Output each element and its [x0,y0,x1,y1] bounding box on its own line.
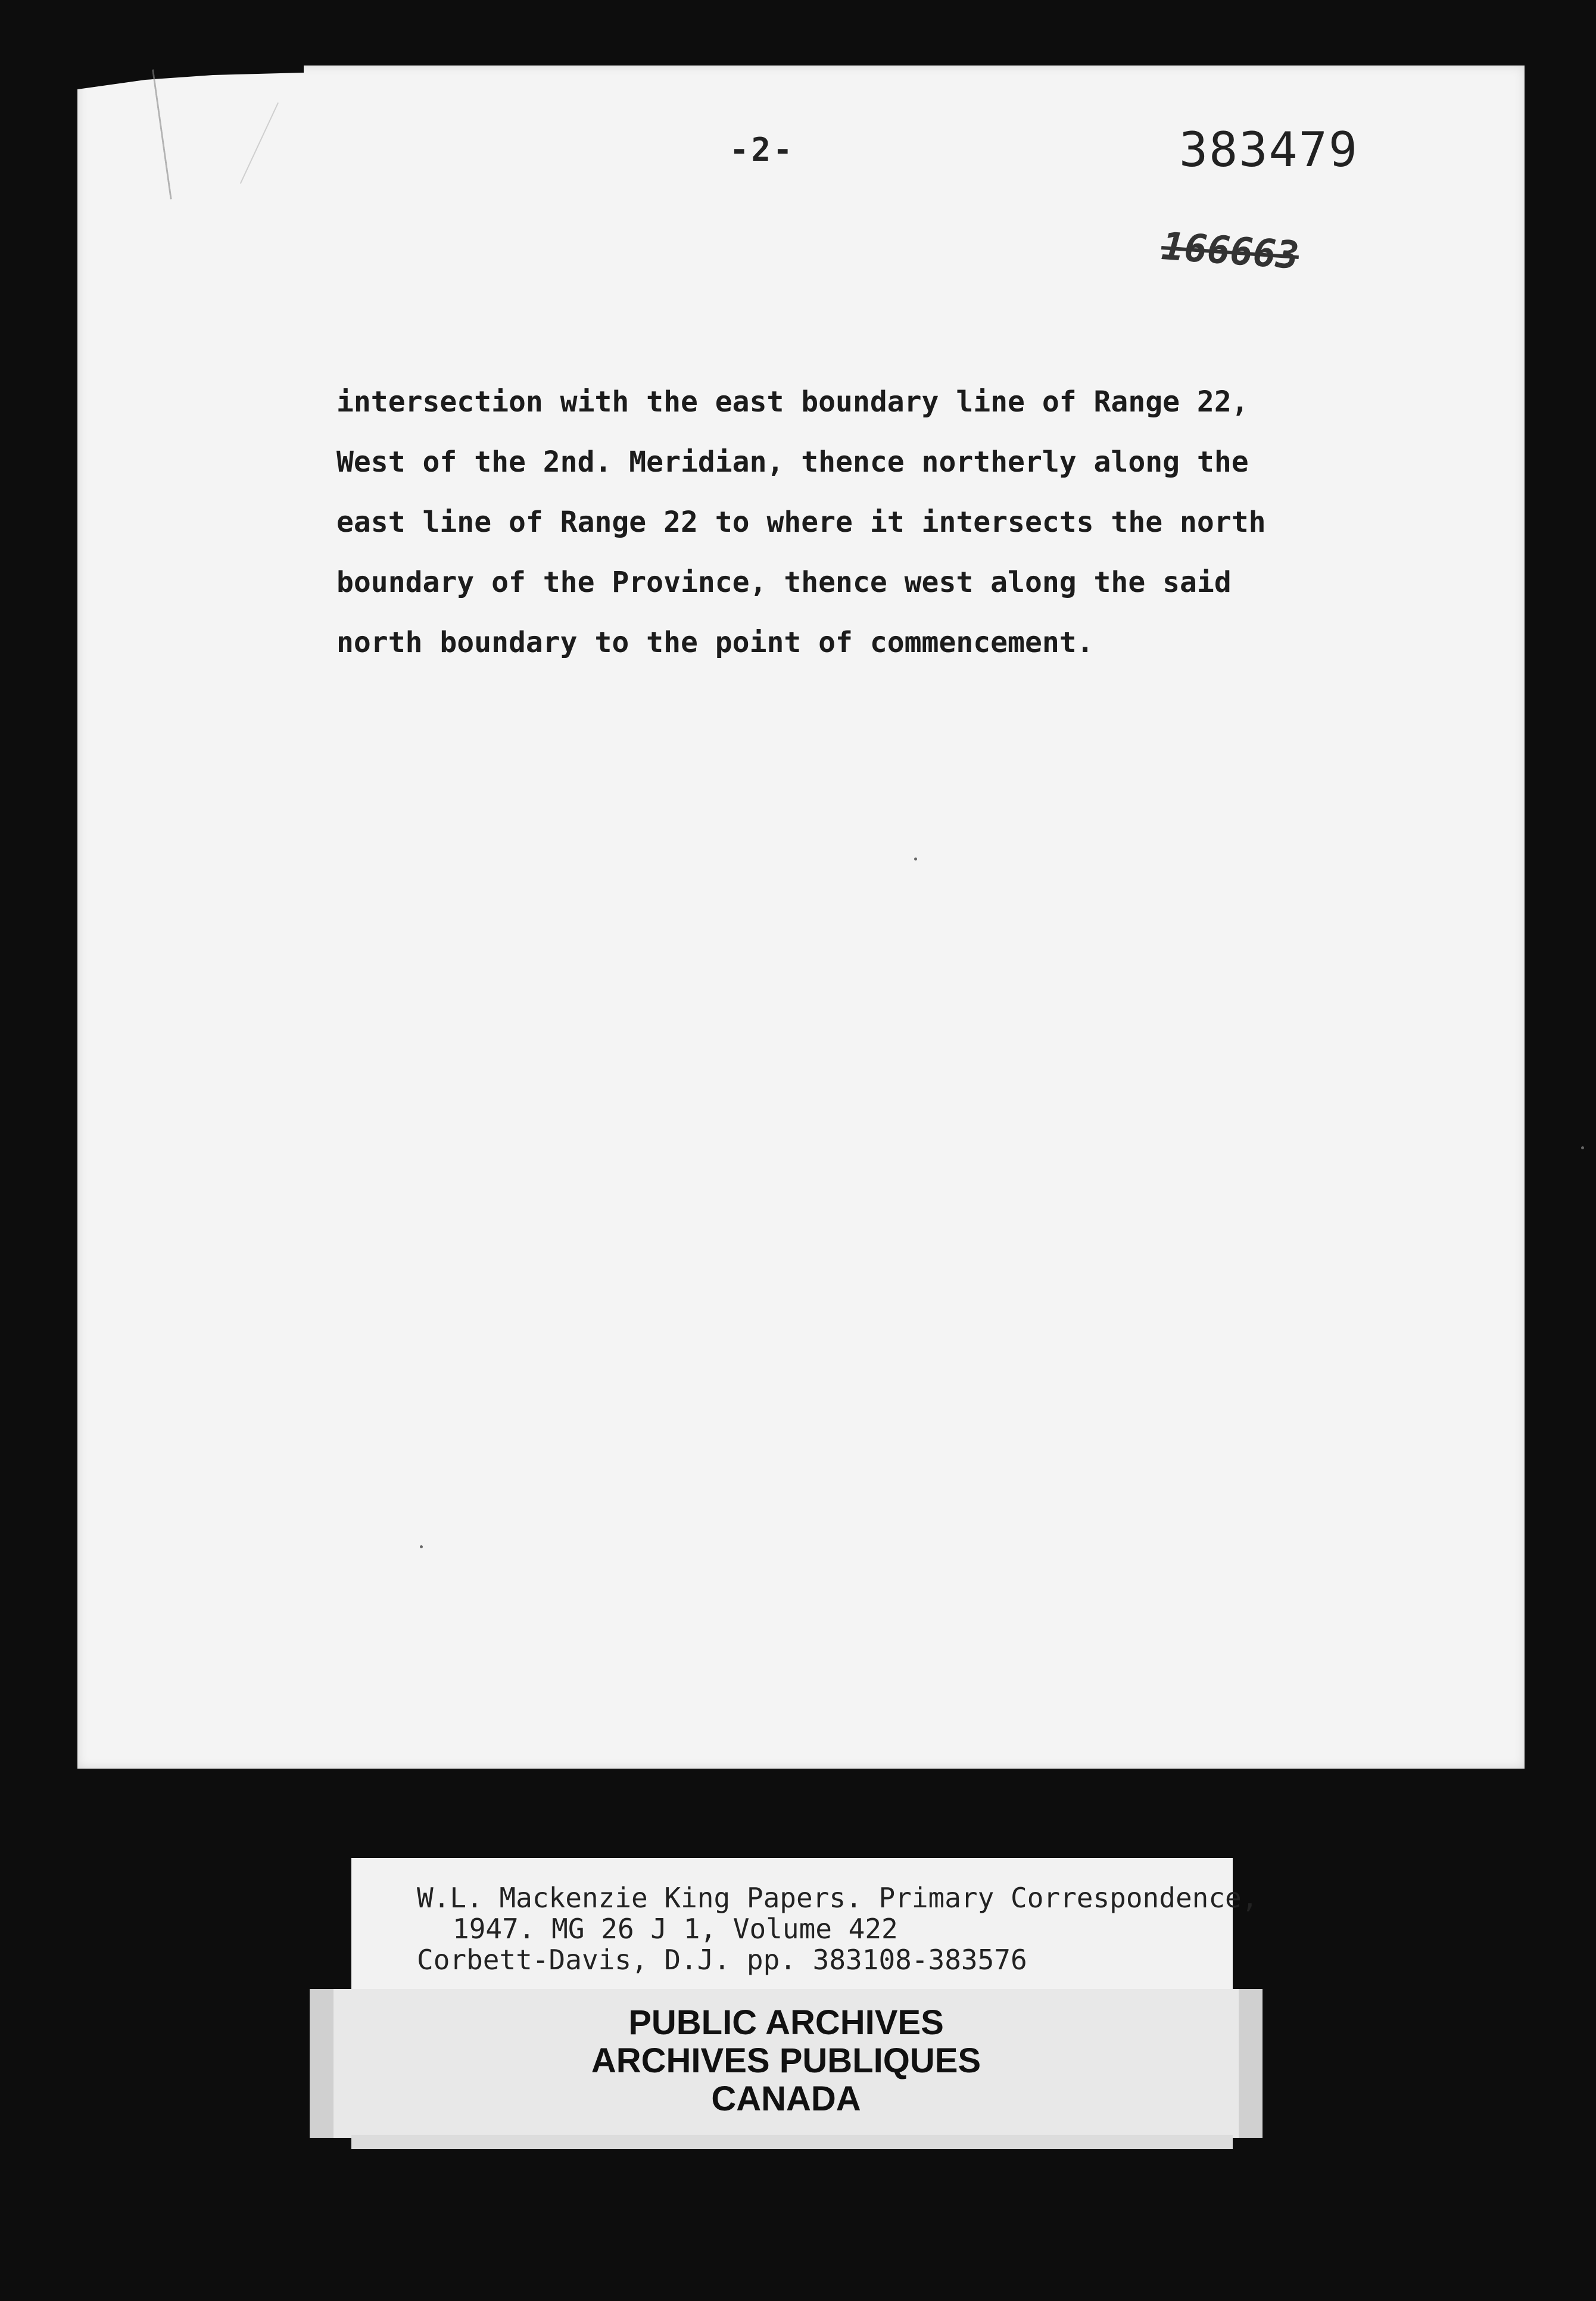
archive-reference-label [351,1858,1258,1989]
stamp-line-3: CANADA [711,2079,861,2118]
stamp-base [351,2135,1233,2149]
struck-out-number: 166663 [1159,225,1301,278]
document-number: 383479 [1179,122,1358,177]
archives-stamp [310,1989,1263,2138]
label-line-3: Corbett-Davis, D.J. pp. 383108-383576 [417,1944,1027,1976]
stamp-line-1: PUBLIC ARCHIVES [628,2003,944,2042]
paper-speck [420,1545,423,1548]
body-line: north boundary to the point of commencement. [336,626,1094,659]
body-line: boundary of the Province, thence west along the said [336,566,1232,599]
stamp-line-2: ARCHIVES PUBLIQUES [591,2041,981,2080]
label-line-2: 1947. MG 26 J 1, Volume 422 [453,1913,898,1945]
document-page [77,66,1525,1769]
body-line: intersection with the east boundary line of Range 22, [336,385,1249,419]
paper-speck [914,858,917,860]
body-line: east line of Range 22 to where it intersects the north [336,506,1266,539]
label-line-1: W.L. Mackenzie King Papers. Primary Correspondence, [417,1882,1258,1914]
paper-speck [1581,1146,1584,1149]
page-number: -2- [730,131,795,169]
body-line: West of the 2nd. Meridian, thence northerly along the [336,445,1249,479]
body-text [336,372,1349,673]
